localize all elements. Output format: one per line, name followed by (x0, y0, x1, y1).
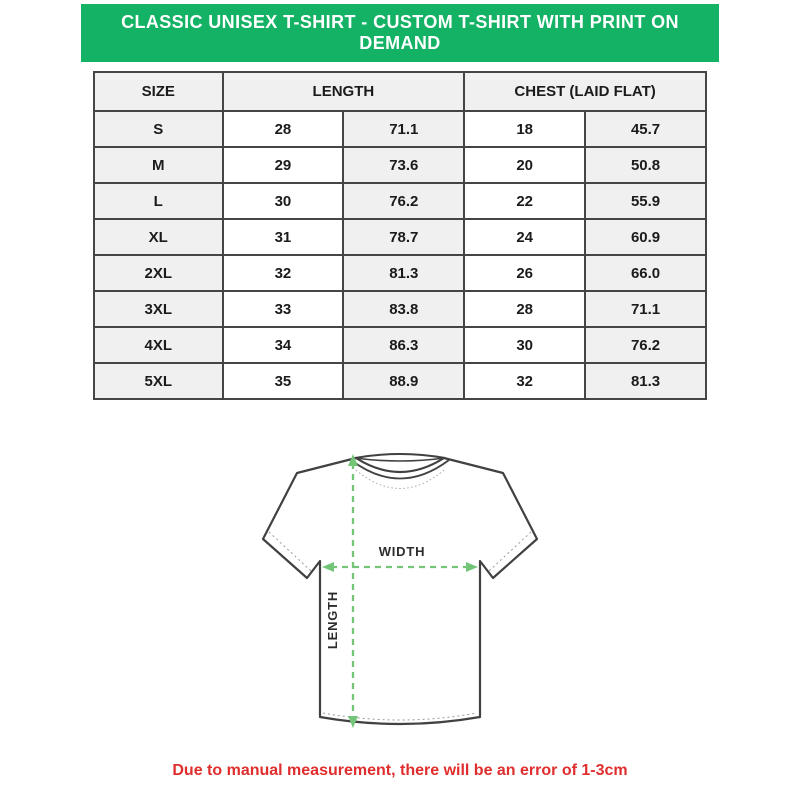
chest-in-cell: 26 (464, 255, 585, 291)
size-cell: S (94, 111, 223, 147)
table-row (94, 183, 706, 219)
tshirt-outline (263, 454, 537, 724)
chest-cm-cell: 45.7 (585, 111, 706, 147)
chest-cm-cell: 76.2 (585, 327, 706, 363)
length-in-cell: 30 (223, 183, 344, 219)
size-cell: 2XL (94, 255, 223, 291)
length-in-cell: 31 (223, 219, 344, 255)
table-row (94, 291, 706, 327)
chest-in-cell: 20 (464, 147, 585, 183)
length-in-cell: 29 (223, 147, 344, 183)
size-cell: M (94, 147, 223, 183)
chest-cm-cell: 60.9 (585, 219, 706, 255)
length-in-cell: 35 (223, 363, 344, 399)
chest-in-cell: 32 (464, 363, 585, 399)
table-row (94, 255, 706, 291)
chest-in-cell: 18 (464, 111, 585, 147)
table-row (94, 219, 706, 255)
length-cm-cell: 71.1 (343, 111, 464, 147)
measurement-note: Due to manual measurement, there will be an error of 1-3cm (172, 762, 628, 779)
length-cm-cell: 73.6 (343, 147, 464, 183)
chest-cm-cell: 81.3 (585, 363, 706, 399)
length-cm-cell: 76.2 (343, 183, 464, 219)
table-row (94, 363, 706, 399)
length-cm-cell: 86.3 (343, 327, 464, 363)
table-row (94, 111, 706, 147)
tshirt-measurement-diagram (240, 430, 560, 760)
length-label: LENGTH (325, 590, 340, 650)
width-label: WIDTH (378, 544, 426, 559)
size-cell: 3XL (94, 291, 223, 327)
col-header-size: SIZE (94, 72, 223, 111)
size-chart-table (93, 71, 707, 400)
size-cell: L (94, 183, 223, 219)
tshirt-svg (240, 430, 560, 760)
size-cell: 5XL (94, 363, 223, 399)
chest-in-cell: 28 (464, 291, 585, 327)
table-header-row (94, 72, 706, 111)
length-cm-cell: 81.3 (343, 255, 464, 291)
chest-in-cell: 22 (464, 183, 585, 219)
chest-cm-cell: 50.8 (585, 147, 706, 183)
table-row (94, 327, 706, 363)
length-in-cell: 28 (223, 111, 344, 147)
chest-cm-cell: 66.0 (585, 255, 706, 291)
length-cm-cell: 88.9 (343, 363, 464, 399)
page-title: CLASSIC UNISEX T-SHIRT - CUSTOM T-SHIRT WITH PRINT ON DEMAND (121, 12, 679, 53)
length-in-cell: 34 (223, 327, 344, 363)
table-row (94, 147, 706, 183)
chest-in-cell: 24 (464, 219, 585, 255)
length-cm-cell: 83.8 (343, 291, 464, 327)
col-header-length: LENGTH (223, 72, 465, 111)
length-in-cell: 33 (223, 291, 344, 327)
chest-in-cell: 30 (464, 327, 585, 363)
chest-cm-cell: 55.9 (585, 183, 706, 219)
length-in-cell: 32 (223, 255, 344, 291)
size-cell: XL (94, 219, 223, 255)
size-cell: 4XL (94, 327, 223, 363)
col-header-chest: CHEST (LAID FLAT) (464, 72, 706, 111)
length-cm-cell: 78.7 (343, 219, 464, 255)
chest-cm-cell: 71.1 (585, 291, 706, 327)
title-banner (81, 4, 719, 62)
